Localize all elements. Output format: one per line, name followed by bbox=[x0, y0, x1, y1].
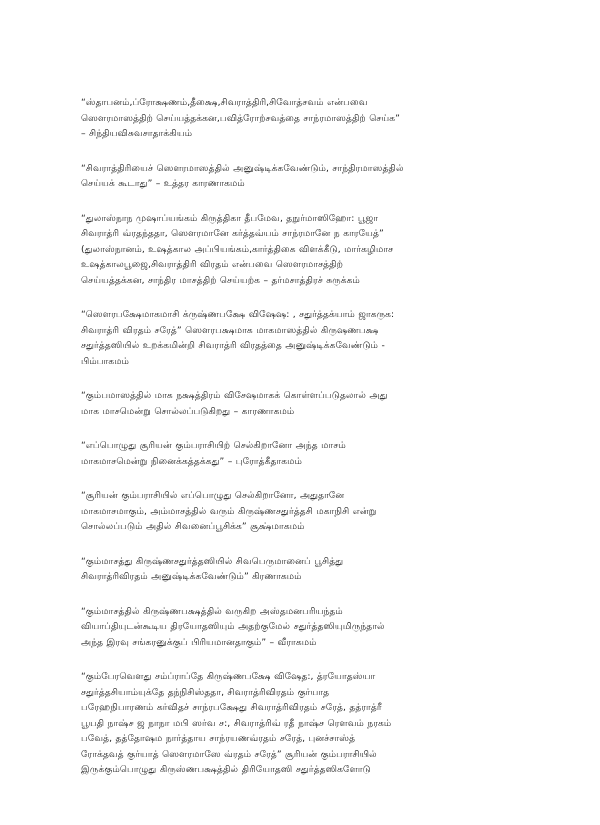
text-line: ஸௌரமாஸத்திற் செய்யத்தக்கன,பவித்ரோற்சவத்தை சாந்ரமாஸத்திற் செய்க” bbox=[81, 112, 400, 124]
text-line: உஷத்காலபூஜை,சிவராத்திரி விரதம் என்பவை ஸௌரமாசத்திற் bbox=[81, 259, 343, 270]
quote-paragraph-1 bbox=[81, 95, 521, 142]
text-line: (துலாஸ்நானம், உஷத்கால அப்பியங்கம்,கார்த்திகை விளக்கீடு, மார்கழிமாச bbox=[81, 243, 394, 255]
text-line: பரேஹநிபாரணம் கர்விதச் சாந்ரபக்ஷேது சிவராத்ரிவிரதம் சரேத், தத்ராத்ரீ bbox=[81, 702, 382, 713]
text-line: சிவராத்ரி விரதம் சரேத்” ஸௌரபக்ஷமாக மாகமாஸத்தில் கிருஷணபக்ஷ bbox=[81, 324, 379, 336]
text-line: “துலாஸ்நாந முஷாப்யங்கம் கிருத்திகா தீபமேவ, தநுர்மாஸிஹோ: பூஜா bbox=[81, 212, 379, 224]
text-line: மாகமாசமென்று நினைக்கத்தக்கது” – புரோத்கீதாகமம் bbox=[81, 455, 302, 467]
text-line: “கும்மாசத்தில் கிருஷ்ணபக்ஷத்தில் வருகிற அஸ்தமனபரியந்தம் bbox=[81, 605, 343, 617]
text-line: சிவராத்ரிவிரதம் அனுஷ்டிக்கவேண்டும்” கிரணாகமம் bbox=[81, 571, 302, 582]
quote-paragraph-9 bbox=[81, 604, 521, 651]
document-page bbox=[81, 95, 521, 778]
text-line: அந்த இரவு சங்கரனுக்குப் பிரியமானதாகும்” – வீராகமம் bbox=[81, 636, 317, 648]
text-line: சதுர்த்தசியாம்யுக்தே தந்நிசிஸ்ததா, சிவராத்ரிவிரதம் குர்யாத bbox=[81, 686, 330, 698]
quote-paragraph-7 bbox=[81, 488, 521, 535]
quote-paragraph-6 bbox=[81, 438, 521, 469]
quote-paragraph-3 bbox=[81, 211, 521, 289]
text-line: “கும்பமாஸத்தில் மாக நக்ஷத்திரம் விசேஷமாகக் கொள்ளப்படுதலால் அது bbox=[81, 390, 388, 401]
quote-paragraph-8 bbox=[81, 554, 521, 585]
text-line: ரோக்தவத் குர்யாத் ஸௌரமாஸே வ்ரதம் சரேத்” சூரியன் கும்பராசியில் bbox=[81, 748, 377, 760]
quote-paragraph-10 bbox=[81, 669, 521, 778]
text-line: – சிந்தியவிசுவசாதாக்கியம் bbox=[81, 128, 193, 139]
text-line: “கும்மாசத்து கிருஷ்ணசதுர்த்தஸியில் சிவபெருமானைப் பூசித்து bbox=[81, 555, 344, 567]
text-line: பூயதி நாஷ்ச ஜ நாநா மபி ஸர்வ ச:, சிவராத்ரிவ் ரதீ நாஷ்ச ரௌவம் நரகம் bbox=[81, 717, 392, 729]
text-line: செய்யக் கூடாது” – உத்தர காரணாகமம் bbox=[81, 178, 245, 189]
text-line: செய்யத்தக்கன, சாந்திர மாசத்திற் செய்யற்க – தர்மசாத்திரச் சுருக்கம் bbox=[81, 274, 360, 286]
text-line: பவேத், தத்தோஷம நார்த்தாய சாந்ரயணவ்ரதம் சரேத், புனச்சாஸ்த் bbox=[81, 733, 356, 744]
text-line: “சூரியன் கும்பராசியில் எப்பொழுது செல்கிறானோ, அதுதானே bbox=[81, 490, 345, 501]
text-line: சதுர்த்தஸியில் உறக்கமின்றி சிவராத்ரி விரதத்தை அனுஷ்டிக்கவேண்டும் - bbox=[81, 340, 385, 351]
quote-paragraph-5 bbox=[81, 388, 521, 419]
text-line: “எப்பொழுது சூரியன் கும்பராசியிற் செல்கிறானோ அந்த மாசம் bbox=[81, 440, 346, 451]
text-line: “ஸௌரபக்ஷேமாகமாசி க்ருஷ்ணபக்ஷே விஷேஷ: , சதுர்த்தக்யாம் ஜாகருக: bbox=[81, 309, 395, 320]
text-line: இருக்கும்பொழுது கிருஸ்ணபக்ஷத்தில் திரியோதஸி சதுர்த்தஸிகளோடு bbox=[81, 764, 371, 775]
text-line: பிம்பாகமம் bbox=[81, 355, 130, 367]
quote-paragraph-2 bbox=[81, 161, 521, 192]
text-line: “கும்பேரவௌது சம்ப்ராப்தே கிருஷ்ணபக்ஷே விஷேத:, த்ரயோதஸ்யா bbox=[81, 671, 376, 682]
text-line: மாக மாசமென்று சொல்லப்படுகிறது – காரணாகமம் bbox=[81, 405, 295, 417]
text-line: வியாப்தியுடன்கூடிய திரயோதஸியும் அதற்குமேல் சதுர்த்தஸியுமிருந்தால் bbox=[81, 621, 385, 632]
text-line: சிவராத்ரி வ்ரதந்ததா, ஸௌரமானே கர்த்தவ்யம் சாந்ரமானே ந காரயேத்” bbox=[81, 228, 384, 239]
text-line: “சிவராத்திரியைச் ஸௌரமாஸத்தில் அனுஷ்டிக்கவேண்டும், சாந்திரமாஸத்தில் bbox=[81, 162, 404, 174]
quote-paragraph-4 bbox=[81, 307, 521, 369]
text-line: சொல்லப்படும் அதில் சிவனைப்பூசிக்க” சூக்ஷ்மாகமம் bbox=[81, 521, 305, 532]
text-line: “ஸ்தாபனம்,ப்ரோக்ஷணம்,தீக்ஷை,சிவராத்திரி,சிவோத்சவம் என்பவை bbox=[81, 97, 368, 108]
text-line: மாகமாசமாகும், அம்மாசத்தில் வரும் கிருஷ்ணசதுர்த்தசி மகாநிசி என்று bbox=[81, 505, 377, 517]
